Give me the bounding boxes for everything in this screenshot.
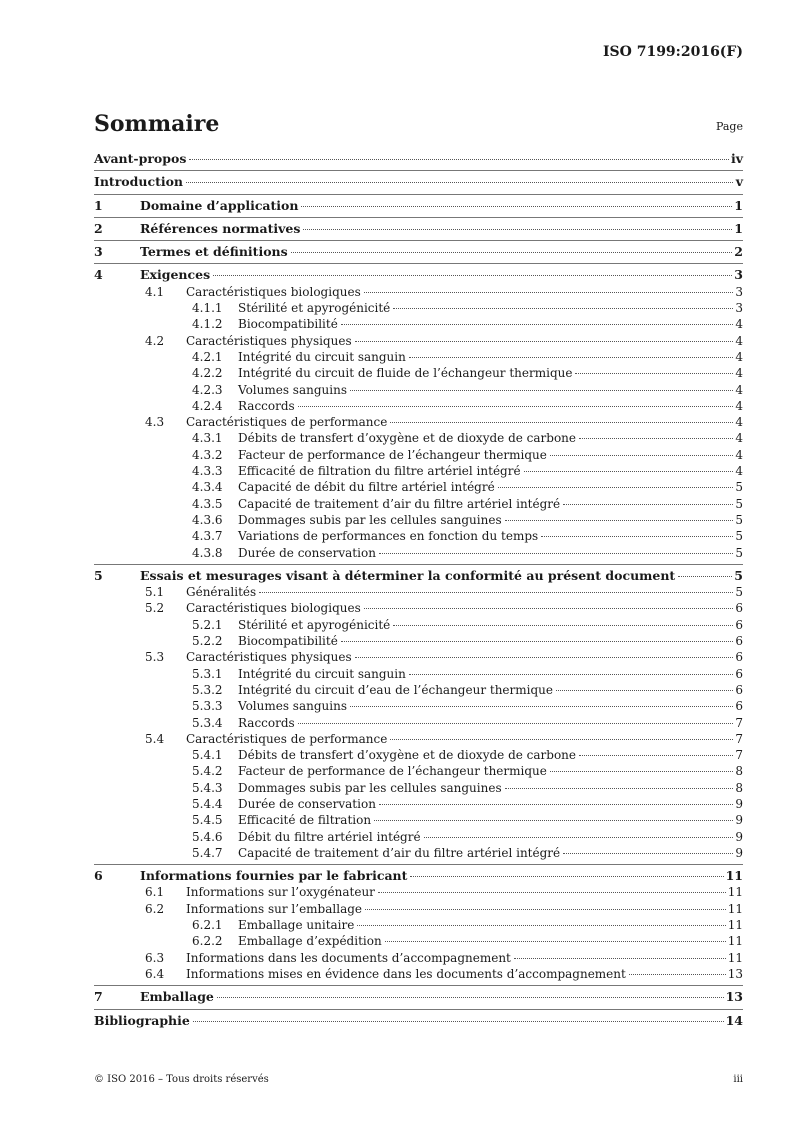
toc-entry-title: Efficacité de filtration	[238, 813, 372, 828]
toc-entry-number: 5.2.1	[192, 617, 223, 632]
toc-entry[interactable]	[94, 747, 743, 763]
dot-leader	[575, 373, 733, 374]
toc-entry-page: 13	[725, 989, 743, 1005]
toc-entry-number: 4.1	[145, 284, 165, 299]
toc-entry-page: 7	[735, 748, 743, 763]
toc-entry[interactable]	[94, 966, 743, 982]
toc-entry-number: 5.4.5	[192, 813, 223, 828]
toc-entry-number: 5.2.2	[192, 634, 223, 649]
dot-leader	[393, 625, 733, 626]
toc-entry-page: 6	[735, 634, 743, 649]
toc-entry-number: 4.3.2	[192, 447, 223, 462]
dot-leader	[563, 504, 733, 505]
toc-entry-title: Informations fournies par le fabricant	[140, 868, 408, 884]
dot-leader	[259, 592, 733, 593]
footer-copyright: © ISO 2016 – Tous droits réservés	[94, 1074, 269, 1085]
toc-entry-title: Variations de performances en fonction du temps	[238, 529, 539, 544]
dot-leader	[379, 804, 733, 805]
toc-entry-number: 1	[94, 197, 103, 213]
toc-entry[interactable]	[94, 267, 743, 283]
toc-entry-number: 5.3.3	[192, 699, 223, 714]
toc-entry-number: 5.4.7	[192, 845, 223, 860]
dot-leader	[629, 974, 726, 975]
toc-entry-page: 9	[735, 845, 743, 860]
toc-entry[interactable]	[94, 868, 743, 884]
dot-leader	[378, 892, 726, 893]
toc-entry-page: 11	[727, 934, 743, 949]
toc-entry-number: 5.3	[145, 650, 165, 665]
toc-entry-title: Biocompatibilité	[238, 634, 338, 649]
toc-entry[interactable]	[94, 829, 743, 845]
toc-entry[interactable]	[94, 884, 743, 900]
toc-entry-title: Débit du filtre artériel intégré	[238, 829, 421, 844]
document-id: ISO 7199:2016(F)	[602, 44, 743, 60]
toc-entry-title: Informations mises en évidence dans les documents d’accompagnement	[186, 966, 626, 981]
toc-entry-page: 5	[735, 496, 743, 511]
toc-entry[interactable]	[94, 901, 743, 917]
toc-entry-title: Essais et mesurages visant à déterminer la conformité au présent document	[140, 567, 676, 583]
toc-entry-page: 14	[725, 1012, 743, 1028]
toc-entry-page: 5	[734, 567, 743, 583]
toc-entry-page: 4	[735, 447, 743, 462]
toc-entry-number: 6.2.1	[192, 918, 223, 933]
toc-entry[interactable]	[94, 349, 743, 365]
toc-separator	[94, 170, 743, 171]
toc-entry-number: 5.3.4	[192, 715, 223, 730]
toc-entry-number: 4.1.2	[192, 317, 223, 332]
toc-entry-number: 4.3	[145, 415, 165, 430]
toc-entry-title: Intégrité du circuit sanguin	[238, 349, 406, 364]
toc-entry-title: Intégrité du circuit de fluide de l’échangeur thermique	[238, 366, 573, 381]
toc-entry-title: Biocompatibilité	[238, 317, 338, 332]
toc-entry-number: 4.2.4	[192, 398, 223, 413]
dot-leader	[498, 487, 733, 488]
toc-entry[interactable]	[94, 633, 743, 649]
toc-entry[interactable]	[94, 244, 743, 260]
toc-entry-page: 7	[735, 715, 743, 730]
toc-entry-number: 3	[94, 244, 103, 260]
toc-entry-title: Références normatives	[140, 220, 301, 236]
toc-entry-title: Stérilité et apyrogénicité	[238, 617, 391, 632]
toc-entry-page: 2	[734, 244, 743, 260]
toc-entry[interactable]	[94, 600, 743, 616]
toc-entry-page: 5	[735, 480, 743, 495]
dot-leader	[505, 788, 733, 789]
dot-leader	[579, 755, 733, 756]
toc-entry-page: 4	[735, 431, 743, 446]
toc-entry-page: 4	[735, 349, 743, 364]
toc-entry[interactable]	[94, 698, 743, 714]
toc-entry-title: Stérilité et apyrogénicité	[238, 301, 391, 316]
toc-entry[interactable]	[94, 528, 743, 544]
dot-leader	[409, 357, 733, 358]
dot-leader	[409, 674, 733, 675]
toc-entry-number: 5.3.1	[192, 666, 223, 681]
toc-entry[interactable]	[94, 617, 743, 633]
dot-leader	[390, 739, 733, 740]
toc-entry[interactable]	[94, 796, 743, 812]
toc-entry-title: Bibliographie	[94, 1012, 190, 1028]
toc-entry-title: Emballage	[140, 989, 214, 1005]
toc-entry-title: Termes et définitions	[140, 244, 288, 260]
toc-entry-title: Débits de transfert d’oxygène et de dioxyde de carbone	[238, 748, 577, 763]
dot-leader	[217, 997, 724, 998]
toc-entry[interactable]	[94, 989, 743, 1005]
toc-entry-title: Dommages subis par les cellules sanguines	[238, 780, 502, 795]
toc-entry[interactable]	[94, 682, 743, 698]
toc-entry-title: Facteur de performance de l’échangeur thermique	[238, 447, 547, 462]
toc-separator	[94, 985, 743, 986]
toc-entry-number: 6.2	[145, 901, 165, 916]
dot-leader	[186, 182, 733, 183]
toc-entry-page: 3	[735, 284, 743, 299]
toc-entry[interactable]	[94, 365, 743, 381]
toc-entry-page: 5	[735, 529, 743, 544]
toc-entry-number: 5.4.6	[192, 829, 223, 844]
toc-entry[interactable]	[94, 845, 743, 861]
toc-entry-page: 8	[735, 764, 743, 779]
toc-entry[interactable]	[94, 950, 743, 966]
dot-leader	[364, 608, 733, 609]
dot-leader	[301, 206, 732, 207]
toc-entry-title: Capacité de débit du filtre artériel intégré	[238, 480, 495, 495]
toc-entry-number: 4.3.5	[192, 496, 223, 511]
toc-entry-page: 11	[727, 918, 743, 933]
dot-leader	[303, 229, 732, 230]
toc-entry-title: Durée de conservation	[238, 545, 376, 560]
dot-leader	[189, 159, 729, 160]
toc-entry-number: 4.2.2	[192, 366, 223, 381]
dot-leader	[393, 308, 733, 309]
toc-entry-page: 1	[734, 220, 743, 236]
toc-entry-page: 4	[735, 317, 743, 332]
toc-entry-number: 4.3.1	[192, 431, 223, 446]
toc-entry-number: 5.4	[145, 731, 165, 746]
toc-entry[interactable]	[94, 545, 743, 561]
toc-entry-number: 6.4	[145, 966, 165, 981]
toc-entry-number: 4.3.4	[192, 480, 223, 495]
toc-entry-page: v	[735, 174, 743, 190]
toc-entry-page: 4	[735, 415, 743, 430]
dot-leader	[424, 837, 733, 838]
toc-entry[interactable]	[94, 382, 743, 398]
toc-entry-number: 5	[94, 567, 103, 583]
toc-entry-title: Caractéristiques biologiques	[186, 284, 361, 299]
dot-leader	[341, 641, 733, 642]
toc-entry[interactable]	[94, 731, 743, 747]
footer-page-number: iii	[733, 1074, 743, 1085]
toc-entry-number: 6.2.2	[192, 934, 223, 949]
dot-leader	[341, 324, 733, 325]
toc-entry[interactable]	[94, 447, 743, 463]
toc-entry-page: 5	[735, 585, 743, 600]
toc-entry-title: Facteur de performance de l’échangeur thermique	[238, 764, 547, 779]
toc-entry-page: 4	[735, 398, 743, 413]
toc-entry[interactable]	[94, 780, 743, 796]
toc-entry-number: 4	[94, 267, 103, 283]
dot-leader	[550, 771, 733, 772]
toc-entry[interactable]	[94, 414, 743, 430]
toc-entry[interactable]	[94, 463, 743, 479]
toc-entry[interactable]	[94, 479, 743, 495]
toc-entry-page: 5	[735, 512, 743, 527]
toc-entry[interactable]	[94, 568, 743, 584]
toc-entry-title: Raccords	[238, 715, 295, 730]
toc-entry-number: 5.4.2	[192, 764, 223, 779]
toc-entry-title: Capacité de traitement d’air du filtre artériel intégré	[238, 496, 561, 511]
dot-leader	[410, 876, 723, 877]
toc-entry[interactable]	[94, 496, 743, 512]
toc-entry-number: 5.4.1	[192, 748, 223, 763]
toc-separator	[94, 564, 743, 565]
toc-entry-number: 5.4.3	[192, 780, 223, 795]
toc-entry-page: 13	[727, 966, 743, 981]
toc-entry-number: 4.3.6	[192, 512, 223, 527]
toc-separator	[94, 864, 743, 865]
dot-leader	[556, 690, 733, 691]
toc-entry[interactable]	[94, 649, 743, 665]
toc-entry-title: Durée de conservation	[238, 796, 376, 811]
toc-entry-page: 9	[735, 813, 743, 828]
toc-entry-title: Efficacité de filtration du filtre artériel intégré	[238, 464, 521, 479]
toc-entry-page: 6	[735, 617, 743, 632]
toc-entry-number: 5.2	[145, 601, 165, 616]
toc-entry-number: 6.3	[145, 950, 165, 965]
toc-entry-title: Caractéristiques physiques	[186, 333, 352, 348]
toc-entry-title: Informations dans les documents d’accompagnement	[186, 950, 511, 965]
toc-entry-number: 6	[94, 868, 103, 884]
toc-entry-number: 4.2.1	[192, 349, 223, 364]
dot-leader	[374, 820, 733, 821]
toc-entry[interactable]	[94, 584, 743, 600]
toc-separator	[94, 263, 743, 264]
toc-entry-number: 7	[94, 989, 103, 1005]
toc-entry-number: 4.3.7	[192, 529, 223, 544]
dot-leader	[355, 341, 733, 342]
dot-leader	[563, 853, 733, 854]
toc-entry-title: Volumes sanguins	[238, 382, 347, 397]
toc-entry-page: 4	[735, 333, 743, 348]
toc-entry-title: Exigences	[140, 267, 211, 283]
toc-entry-number: 4.3.8	[192, 545, 223, 560]
toc-entry-page: 6	[735, 699, 743, 714]
dot-leader	[541, 536, 733, 537]
toc-entry[interactable]	[94, 300, 743, 316]
toc-entry-page: iv	[730, 151, 743, 166]
dot-leader	[350, 390, 733, 391]
toc-entry-page: 8	[735, 780, 743, 795]
toc-entry-title: Introduction	[94, 174, 184, 190]
toc-entry-title: Intégrité du circuit sanguin	[238, 666, 406, 681]
toc-entry[interactable]	[94, 398, 743, 414]
dot-leader	[364, 292, 733, 293]
toc-separator	[94, 240, 743, 241]
dot-leader	[514, 958, 726, 959]
toc-entry[interactable]	[94, 174, 743, 190]
toc-entry-page: 6	[735, 666, 743, 681]
toc-entry-title: Intégrité du circuit d’eau de l’échangeur thermique	[238, 682, 553, 697]
dot-leader	[678, 576, 732, 577]
toc-entry-number: 4.2	[145, 333, 165, 348]
toc-entry-number: 5.4.4	[192, 796, 223, 811]
toc-entry[interactable]	[94, 917, 743, 933]
toc-entry-title: Domaine d’application	[140, 197, 299, 213]
toc-entry-page: 1	[734, 197, 743, 213]
toc-entry-number: 2	[94, 220, 103, 236]
toc-entry-title: Raccords	[238, 398, 295, 413]
toc-entry-title: Avant-propos	[94, 151, 187, 166]
toc-entry-page: 3	[734, 267, 743, 283]
toc-entry-number: 4.1.1	[192, 301, 223, 316]
dot-leader	[385, 941, 726, 942]
dot-leader	[350, 706, 733, 707]
toc-entry-title: Débits de transfert d’oxygène et de dioxyde de carbone	[238, 431, 577, 446]
toc-entry-page: 9	[735, 796, 743, 811]
toc-entry-title: Généralités	[186, 585, 257, 600]
toc-entry-page: 6	[735, 650, 743, 665]
toc-entry-title: Caractéristiques de performance	[186, 415, 388, 430]
toc-entry[interactable]	[94, 1013, 743, 1029]
toc-entry[interactable]	[94, 430, 743, 446]
toc-entry-page: 11	[725, 868, 743, 884]
toc-separator	[94, 1009, 743, 1010]
toc-heading: Sommaire	[94, 111, 220, 137]
toc-entry-title: Volumes sanguins	[238, 699, 347, 714]
toc-entry-number: 5.1	[145, 585, 165, 600]
dot-leader	[579, 438, 733, 439]
dot-leader	[365, 909, 726, 910]
dot-leader	[550, 455, 733, 456]
toc-entry[interactable]	[94, 666, 743, 682]
toc-entry-page: 11	[727, 901, 743, 916]
dot-leader	[355, 657, 733, 658]
toc-entry-title: Caractéristiques physiques	[186, 650, 352, 665]
dot-leader	[390, 422, 733, 423]
toc-entry[interactable]	[94, 316, 743, 332]
toc-entry[interactable]	[94, 151, 743, 167]
toc-entry-title: Capacité de traitement d’air du filtre artériel intégré	[238, 845, 561, 860]
toc-entry[interactable]	[94, 812, 743, 828]
toc-entry-page: 7	[735, 731, 743, 746]
toc-entry-title: Caractéristiques biologiques	[186, 601, 361, 616]
toc-entry[interactable]	[94, 198, 743, 214]
dot-leader	[505, 520, 733, 521]
dot-leader	[193, 1021, 724, 1022]
toc-entry-page: 4	[735, 382, 743, 397]
toc-entry-number: 5.3.2	[192, 682, 223, 697]
toc-entry-title: Informations sur l’emballage	[186, 901, 363, 916]
toc-entry-title: Informations sur l’oxygénateur	[186, 885, 375, 900]
table-of-contents	[94, 151, 743, 1029]
dot-leader	[298, 406, 733, 407]
toc-entry-page: 4	[735, 464, 743, 479]
toc-entry-page: 4	[735, 366, 743, 381]
toc-entry-number: 6.1	[145, 885, 165, 900]
toc-entry-title: Caractéristiques de performance	[186, 731, 388, 746]
toc-entry-page: 9	[735, 829, 743, 844]
dot-leader	[213, 275, 732, 276]
toc-entry[interactable]	[94, 933, 743, 949]
toc-entry-page: 6	[735, 682, 743, 697]
toc-separator	[94, 217, 743, 218]
toc-entry[interactable]	[94, 284, 743, 300]
toc-entry[interactable]	[94, 763, 743, 779]
toc-entry-page: 3	[735, 301, 743, 316]
toc-entry-title: Emballage unitaire	[238, 918, 355, 933]
toc-entry-number: 4.3.3	[192, 464, 223, 479]
toc-entry-title: Dommages subis par les cellules sanguines	[238, 512, 502, 527]
toc-entry[interactable]	[94, 715, 743, 731]
toc-entry-page: 5	[735, 545, 743, 560]
dot-leader	[291, 252, 733, 253]
dot-leader	[357, 925, 725, 926]
toc-separator	[94, 194, 743, 195]
toc-entry-page: 11	[727, 950, 743, 965]
dot-leader	[524, 471, 733, 472]
toc-entry[interactable]	[94, 221, 743, 237]
page-column-label: Page	[715, 120, 743, 133]
toc-entry-number: 4.2.3	[192, 382, 223, 397]
toc-entry[interactable]	[94, 512, 743, 528]
toc-entry-title: Emballage d’expédition	[238, 934, 382, 949]
toc-entry-page: 6	[735, 601, 743, 616]
dot-leader	[379, 553, 733, 554]
dot-leader	[298, 723, 733, 724]
toc-entry-page: 11	[727, 885, 743, 900]
toc-entry[interactable]	[94, 333, 743, 349]
